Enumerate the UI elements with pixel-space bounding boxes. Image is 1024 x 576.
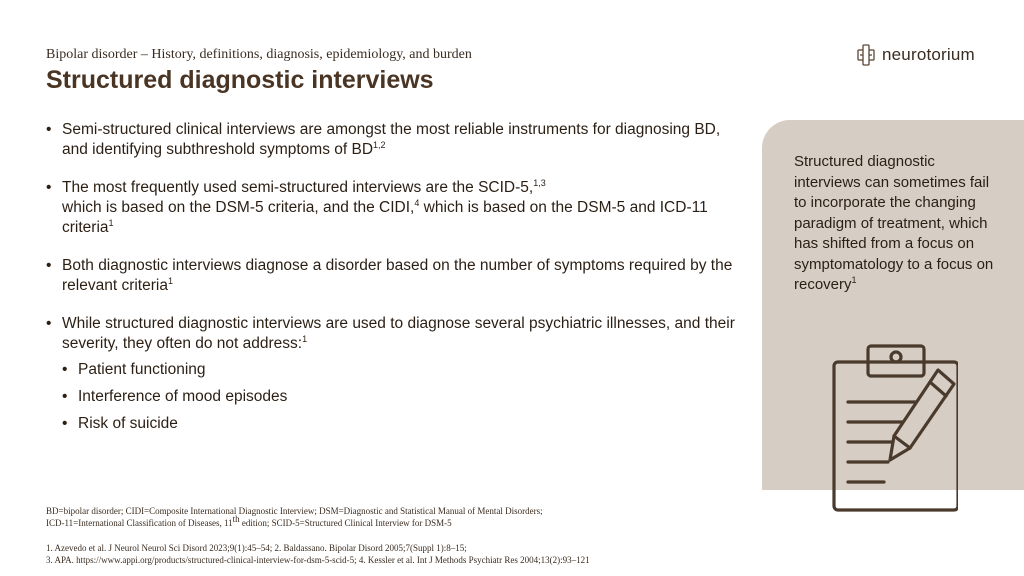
clipboard-pencil-icon bbox=[830, 340, 958, 512]
logo-text: neurotorium bbox=[882, 45, 975, 64]
abbreviations bbox=[46, 505, 543, 529]
page-title: Structured diagnostic interviews bbox=[46, 66, 434, 94]
bullet-text: The most frequently used semi-structured interviews are the SCID-5, bbox=[62, 179, 534, 196]
reference-line: 3. APA. https://www.appi.org/products/structured-clinical-interview-for-dsm-5-scid-5; 4. Kessler et al. Int J Methods Psychiatr Res 2004;13(2):93–121 bbox=[46, 555, 590, 565]
sub-bullet-list bbox=[62, 360, 746, 434]
bullet-text: which is based on the DSM-5 criteria, and the CIDI, bbox=[62, 199, 415, 216]
abbreviation-line bbox=[46, 514, 543, 529]
logo bbox=[856, 44, 975, 66]
sub-bullet-item: • Risk of suicide bbox=[62, 414, 746, 434]
side-panel bbox=[762, 120, 1024, 490]
abbreviation-text: ICD-11=International Classification of Diseases, 11 bbox=[46, 518, 233, 528]
bullet-item bbox=[46, 120, 746, 160]
sub-bullet-item: • Patient functioning bbox=[62, 360, 746, 380]
bullet-list bbox=[46, 120, 746, 452]
citation: 1 bbox=[851, 275, 857, 285]
side-panel-body: Structured diagnostic interviews can sometimes fail to incorporate the changing paradigm of treatment, which has shifted from a focus on symptomatology to a focus on recovery bbox=[794, 153, 994, 293]
citation: 1 bbox=[302, 333, 308, 344]
superscript: th bbox=[232, 514, 240, 524]
bullet-text: Both diagnostic interviews diagnose a disorder based on the number of symptoms required by the relevant criteria bbox=[62, 257, 733, 294]
citation: 4 bbox=[414, 197, 420, 208]
abbreviation-text: edition; SCID-5=Structured Clinical Interview for DSM-5 bbox=[239, 518, 452, 528]
citation: 1 bbox=[108, 217, 114, 228]
bullet-item bbox=[46, 256, 746, 296]
citation: 1,3 bbox=[533, 177, 546, 188]
references bbox=[46, 542, 590, 566]
bullet-text: While structured diagnostic interviews are used to diagnose several psychiatric illnesses, and their severity, they often do not address: bbox=[62, 315, 735, 352]
bullet-item bbox=[46, 178, 746, 238]
abbreviation-line: BD=bipolar disorder; CIDI=Composite International Diagnostic Interview; DSM=Diagnostic and Statistical Manual of Mental Disorders; bbox=[46, 506, 543, 516]
citation: 1,2 bbox=[373, 139, 386, 150]
section-subtitle: Bipolar disorder – History, definitions, diagnosis, epidemiology, and burden bbox=[46, 47, 472, 62]
side-panel-text bbox=[794, 152, 999, 296]
sub-bullet-item: • Interference of mood episodes bbox=[62, 387, 746, 407]
reference-line: 1. Azevedo et al. J Neurol Neurol Sci Disord 2023;9(1):45–54; 2. Baldassano. Bipolar Disord 2005;7(Suppl 1):8–15; bbox=[46, 543, 467, 553]
bullet-text: which is based on the DSM-5 and ICD-11 criteria bbox=[62, 199, 708, 236]
bullet-text: Semi-structured clinical interviews are amongst the most reliable instruments for diagnosing BD, and identifying subthreshold symptoms of BD bbox=[62, 121, 721, 158]
brain-logo-icon bbox=[856, 44, 876, 66]
citation: 1 bbox=[167, 275, 173, 286]
bullet-item bbox=[46, 314, 746, 434]
